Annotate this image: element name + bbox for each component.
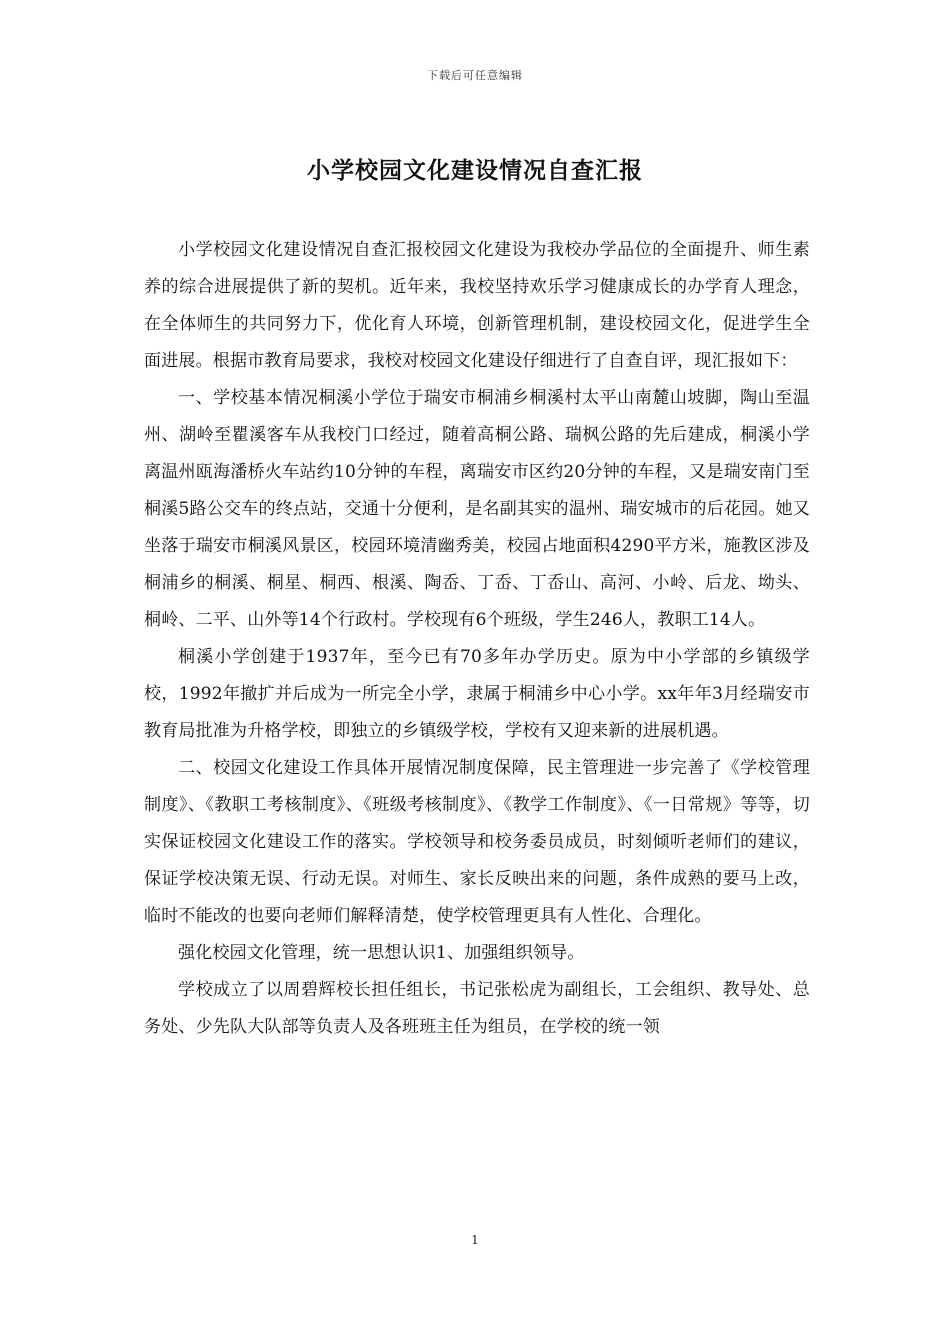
paragraph-management: 强化校园文化管理，统一思想认识1、加强组织领导。 bbox=[178, 943, 585, 963]
header-note: 下载后可任意编辑 bbox=[427, 69, 523, 82]
paragraph-basic-info: 一、学校基本情况桐溪小学位于瑞安市桐浦乡桐溪村太平山南麓山坡脚，陶山至温州、湖岭至瞿溪客车从我校门口经过，随着高桐公路、瑞枫公路的先后建成，桐溪小学离温州瓯海潘桥火车站约10分钟的车程，离瑞安市区约20分钟的车程，又是瑞安南门至桐溪5路公交车的终点站，交通十分便利，是名副其实的温州、瑞安城市的后花园。她又坐落于瑞安市桐溪风景区，校园环境清幽秀美，校园占地面积4290平方米，施教区涉及桐浦乡的桐溪、桐星、桐西、根溪、陶岙、丁岙、丁岙山、高河、小岭、后龙、坳头、桐岭、二平、山外等14个行政村。学校现有6个班级，学生246人，教职工14人。 bbox=[144, 388, 810, 630]
paragraph-history: 桐溪小学创建于1937年，至今已有70多年办学历史。原为中小学部的乡镇级学校，1992年撤扩并后成为一所完全小学，隶属于桐浦乡中心小学。xx年年3月经瑞安市教育局批准为升格学校，即独立的乡镇级学校，学校有又迎来新的进展机遇。 bbox=[144, 647, 810, 741]
page-number: 1 bbox=[471, 1233, 479, 1247]
paragraph-organization: 学校成立了以周碧辉校长担任组长，书记张松虎为副组长，工会组织、教导处、总务处、少先队大队部等负责人及各班班主任为组员，在学校的统一领 bbox=[144, 980, 810, 1037]
paragraph-work-status: 二、校园文化建设工作具体开展情况制度保障，民主管理进一步完善了《学校管理制度》、《教职工考核制度》、《班级考核制度》、《教学工作制度》、《一日常规》等等，切实保证校园文化建设工作的落实。学校领导和校务委员成员，时刻倾听老师们的建议，保证学校决策无误、行动无误。对师生、家长反映出来的问题，条件成熟的要马上改，临时不能改的也要向老师们解释清楚，使学校管理更具有人性化、合理化。 bbox=[144, 758, 810, 926]
document-body bbox=[144, 232, 810, 1046]
paragraph-intro: 小学校园文化建设情况自查汇报校园文化建设为我校办学品位的全面提升、师生素养的综合进展提供了新的契机。近年来，我校坚持欢乐学习健康成长的办学育人理念，在全体师生的共同努力下，优化育人环境，创新管理机制，建设校园文化，促进学生全面进展。根据市教育局要求，我校对校园文化建设仔细进行了自查自评，现汇报如下： bbox=[144, 240, 810, 371]
document-title: 小学校园文化建设情况自查汇报 bbox=[307, 158, 643, 184]
